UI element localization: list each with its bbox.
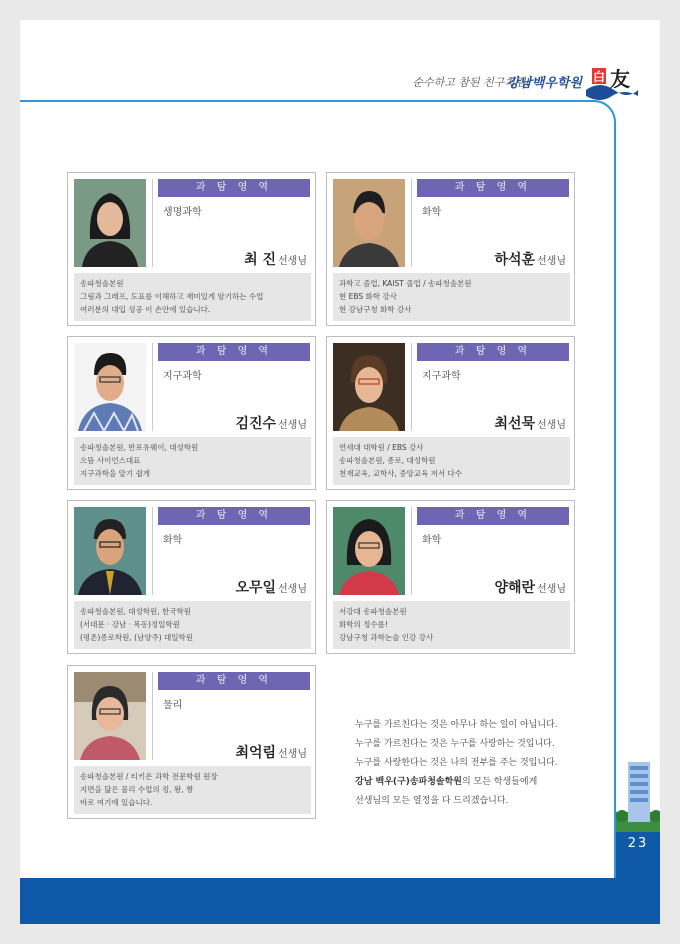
- teacher-photo: [333, 507, 405, 595]
- description-line: 현 강남구청 화학 강사: [339, 305, 412, 314]
- description-line: 송파청솔본원, 대성학원, 한국학원: [80, 607, 191, 616]
- teacher-card: [67, 172, 316, 326]
- academy-logo-icon: [584, 60, 640, 100]
- svg-text:友: 友: [610, 67, 630, 91]
- teacher-photo: [333, 179, 405, 267]
- teacher-title: 선생님: [278, 256, 307, 267]
- message-line: 선생님의 모든 열정을 다 드리겠습니다.: [355, 796, 509, 806]
- teacher-title: 선생님: [278, 420, 307, 431]
- description-line: 송파청솔본원: [80, 279, 124, 288]
- description-line: (평촌)종로학원, (남양주) 대일학원: [80, 633, 194, 642]
- message-line: 누구를 가르친다는 것은 누구를 사랑하는 것입니다.: [355, 739, 555, 749]
- description-line: 송파청솔본원, 종로, 대성학원: [339, 456, 436, 465]
- subject-area-tag: 과 탐 영 역: [417, 179, 569, 197]
- teacher-name-block: [235, 413, 307, 433]
- description-line: 서강대 송파청솔본원: [339, 607, 407, 616]
- divider: [152, 672, 153, 760]
- teacher-photo: [74, 179, 146, 267]
- description-line: (서대문 · 강남 · 목동)정일학원: [80, 620, 180, 629]
- page: [20, 20, 660, 924]
- message-line: [355, 773, 605, 792]
- teacher-card: [326, 500, 575, 654]
- teacher-description: [333, 437, 570, 485]
- subject-area-tag: 과 탐 영 역: [158, 507, 310, 525]
- teacher-photo: [74, 672, 146, 760]
- description-line: 화학의 정수를!: [339, 620, 388, 629]
- page-number: 23: [627, 836, 649, 851]
- subject-area-tag: 과 탐 영 역: [417, 343, 569, 361]
- message-line: 누구를 사랑한다는 것은 나의 전부를 주는 것입니다.: [355, 758, 558, 768]
- teacher-name: 최선묵: [494, 416, 536, 432]
- description-line: 현 EBS 화학 강사: [339, 292, 397, 301]
- teacher-name-block: [235, 742, 307, 762]
- subject-area-tag: 과 탐 영 역: [158, 343, 310, 361]
- subject-label: 화학: [422, 535, 442, 546]
- teacher-description: [74, 766, 311, 814]
- teacher-name: 양해란: [494, 580, 536, 596]
- description-line: 여러분의 대입 성공 이 손안에 있습니다.: [80, 305, 211, 314]
- teacher-title: 선생님: [537, 256, 566, 267]
- teacher-card: [326, 172, 575, 326]
- description-line: 으뜸 사이언스대표: [80, 456, 141, 465]
- description-line: 천재교육, 교학사, 중앙교육 저서 다수: [339, 469, 462, 478]
- description-line: 송파청솔본원 / 티키온 과학 전문학원 원장: [80, 772, 218, 781]
- description-line: 지면을 닮은 물리 수업의 킹, 왕, 짱: [80, 785, 194, 794]
- teacher-name: 최억림: [235, 745, 277, 761]
- teacher-description: [74, 273, 311, 321]
- message-line: 누구를 가르친다는 것은 아무나 하는 일이 아닙니다.: [355, 720, 558, 730]
- subject-label: 지구과학: [422, 371, 461, 382]
- description-line: 연세대 대학원 / EBS 강사: [339, 443, 424, 452]
- subject-label: 물리: [163, 700, 183, 711]
- teacher-card: [67, 500, 316, 654]
- building-illustration-icon: [616, 750, 660, 832]
- description-line: 강남구청 과학논술 인강 강사: [339, 633, 434, 642]
- teacher-card: [67, 665, 316, 819]
- header: [20, 20, 660, 102]
- teacher-name-block: [494, 577, 566, 597]
- academy-name: 강남백우학원: [506, 76, 582, 91]
- message-block: [355, 716, 605, 811]
- subject-area-tag: 과 탐 영 역: [158, 672, 310, 690]
- teacher-card: [67, 336, 316, 490]
- teacher-description: [333, 273, 570, 321]
- divider: [152, 343, 153, 431]
- subject-area-tag: 과 탐 영 역: [158, 179, 310, 197]
- teacher-photo: [74, 507, 146, 595]
- academy-name-emphasis: 강남 백우(구)송파청솔학원: [355, 777, 462, 787]
- subject-label: 생명과학: [163, 207, 202, 218]
- teacher-photo: [333, 343, 405, 431]
- teacher-title: 선생님: [537, 420, 566, 431]
- teacher-card: [326, 336, 575, 490]
- teacher-name: 최 진: [244, 252, 277, 268]
- subject-label: 화학: [422, 207, 442, 218]
- teacher-title: 선생님: [278, 584, 307, 595]
- teacher-name-block: [235, 577, 307, 597]
- teacher-name-block: [494, 413, 566, 433]
- message-line-rest: 의 모든 학생들에게: [462, 777, 538, 787]
- description-line: 송파청솔본원, 반포유웨이, 대성학원: [80, 443, 199, 452]
- teacher-photo: [74, 343, 146, 431]
- teacher-name: 오무일: [235, 580, 277, 596]
- description-line: 바로 여기에 있습니다.: [80, 798, 153, 807]
- teacher-name-block: [494, 249, 566, 269]
- teacher-name: 하석훈: [494, 252, 536, 268]
- teacher-description: [74, 437, 311, 485]
- divider: [411, 179, 412, 267]
- divider: [411, 343, 412, 431]
- teacher-name-block: [244, 249, 307, 269]
- description-line: 과학고 졸업, KAIST 졸업 / 송파청솔본원: [339, 279, 472, 288]
- teacher-name: 김진수: [235, 416, 277, 432]
- teacher-title: 선생님: [537, 584, 566, 595]
- description-line: 지구과학을 알기 쉽게: [80, 469, 150, 478]
- teacher-title: 선생님: [278, 749, 307, 760]
- divider: [152, 179, 153, 267]
- subject-label: 화학: [163, 535, 183, 546]
- divider: [152, 507, 153, 595]
- teacher-description: [333, 601, 570, 649]
- subject-label: 지구과학: [163, 371, 202, 382]
- subject-area-tag: 과 탐 영 역: [417, 507, 569, 525]
- description-line: 그림과 그래프, 도표를 이해하고 재미있게 암기하는 수업: [80, 292, 264, 301]
- teacher-description: [74, 601, 311, 649]
- slogan: 순수하고 참된 친구처럼!: [412, 76, 530, 89]
- bottom-band: [20, 878, 660, 924]
- divider: [411, 507, 412, 595]
- svg-text:白: 白: [592, 70, 606, 84]
